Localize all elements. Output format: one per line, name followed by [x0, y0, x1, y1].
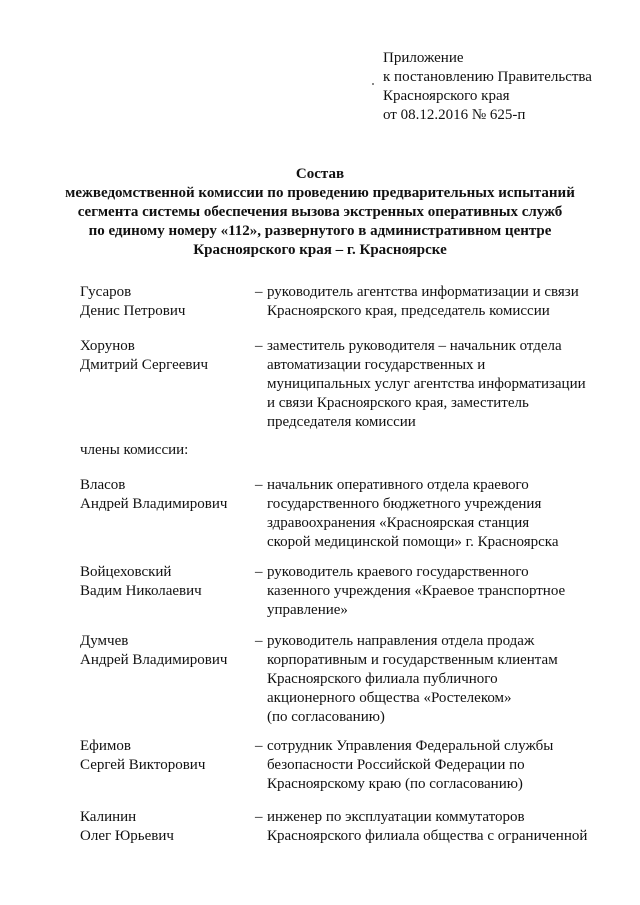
role-line: здравоохранения «Красноярская станция — [267, 515, 530, 531]
member-surname: Калинин — [80, 809, 137, 825]
appendix-line: Приложение — [383, 50, 464, 66]
role-line: скорой медицинской помощи» г. Красноярска — [267, 534, 559, 550]
member-given-name: Денис Петрович — [80, 303, 186, 319]
member-surname: Хорунов — [80, 338, 135, 354]
title-line: межведомственной комиссии по проведению предварительных испытаний — [65, 185, 575, 201]
member-role — [267, 808, 617, 846]
role-line: руководитель краевого государственного — [267, 564, 529, 580]
member-role — [267, 283, 617, 321]
dash-separator: – — [255, 809, 263, 825]
member-role — [267, 476, 617, 552]
dash-separator: – — [255, 284, 263, 300]
appendix-block — [383, 49, 623, 125]
role-line: автоматизации государственных и — [267, 357, 486, 373]
dash-separator: – — [255, 738, 263, 754]
role-line: Красноярского филиала публичного — [267, 671, 498, 687]
dash-separator: – — [255, 477, 263, 493]
role-line: безопасности Российской Федерации по — [267, 757, 525, 773]
member-name — [80, 476, 255, 514]
member-surname: Думчев — [80, 633, 129, 649]
member-name — [80, 808, 255, 846]
member-role — [267, 632, 617, 727]
scan-speck — [372, 83, 374, 85]
role-line: акционерного общества «Ростелеком» — [267, 690, 512, 706]
member-surname: Войцеховский — [80, 564, 172, 580]
member-name — [80, 563, 255, 601]
role-line: руководитель направления отдела продаж — [267, 633, 535, 649]
role-line: и связи Красноярского края, заместитель — [267, 395, 529, 411]
appendix-line: от 08.12.2016 № 625-п — [383, 107, 526, 123]
role-line: сотрудник Управления Федеральной службы — [267, 738, 554, 754]
role-line: (по согласованию) — [267, 709, 385, 725]
role-line: Красноярского края, председатель комиссии — [267, 303, 550, 319]
member-given-name: Сергей Викторович — [80, 757, 206, 773]
member-role — [267, 737, 617, 794]
title-line: Красноярского края – г. Красноярске — [193, 242, 447, 258]
member-role — [267, 563, 617, 620]
role-line: государственного бюджетного учреждения — [267, 496, 542, 512]
member-surname: Гусаров — [80, 284, 132, 300]
role-line: начальник оперативного отдела краевого — [267, 477, 529, 493]
role-line: заместитель руководителя – начальник отдела — [267, 338, 562, 354]
role-line: управление» — [267, 602, 348, 618]
dash-separator: – — [255, 564, 263, 580]
member-given-name: Андрей Владимирович — [80, 652, 228, 668]
role-line: Красноярского филиала общества с ограниченной — [267, 828, 588, 844]
role-line: казенного учреждения «Краевое транспортное — [267, 583, 566, 599]
appendix-line: Красноярского края — [383, 88, 510, 104]
member-surname: Ефимов — [80, 738, 131, 754]
dash-separator: – — [255, 633, 263, 649]
role-line: муниципальных услуг агентства информатизации — [267, 376, 586, 392]
member-given-name: Вадим Николаевич — [80, 583, 202, 599]
role-line: инженер по эксплуатации коммутаторов — [267, 809, 525, 825]
title-line: по единому номеру «112», развернутого в административном центре — [88, 223, 552, 239]
member-name — [80, 737, 255, 775]
document-title — [40, 165, 600, 260]
dash-separator: – — [255, 338, 263, 354]
member-name — [80, 283, 255, 321]
member-given-name: Андрей Владимирович — [80, 496, 228, 512]
member-name — [80, 337, 255, 375]
member-name — [80, 632, 255, 670]
member-role — [267, 337, 617, 432]
members-label: члены комиссии: — [80, 442, 189, 458]
title-line: Состав — [295, 166, 345, 182]
role-line: председателя комиссии — [267, 414, 416, 430]
role-line: Красноярскому краю (по согласованию) — [267, 776, 523, 792]
title-line: сегмента системы обеспечения вызова экстренных оперативных служб — [77, 204, 563, 220]
member-given-name: Дмитрий Сергеевич — [80, 357, 209, 373]
role-line: корпоративным и государственным клиентам — [267, 652, 558, 668]
member-given-name: Олег Юрьевич — [80, 828, 174, 844]
member-surname: Власов — [80, 477, 126, 493]
appendix-line: к постановлению Правительства — [383, 69, 592, 85]
role-line: руководитель агентства информатизации и связи — [267, 284, 579, 300]
